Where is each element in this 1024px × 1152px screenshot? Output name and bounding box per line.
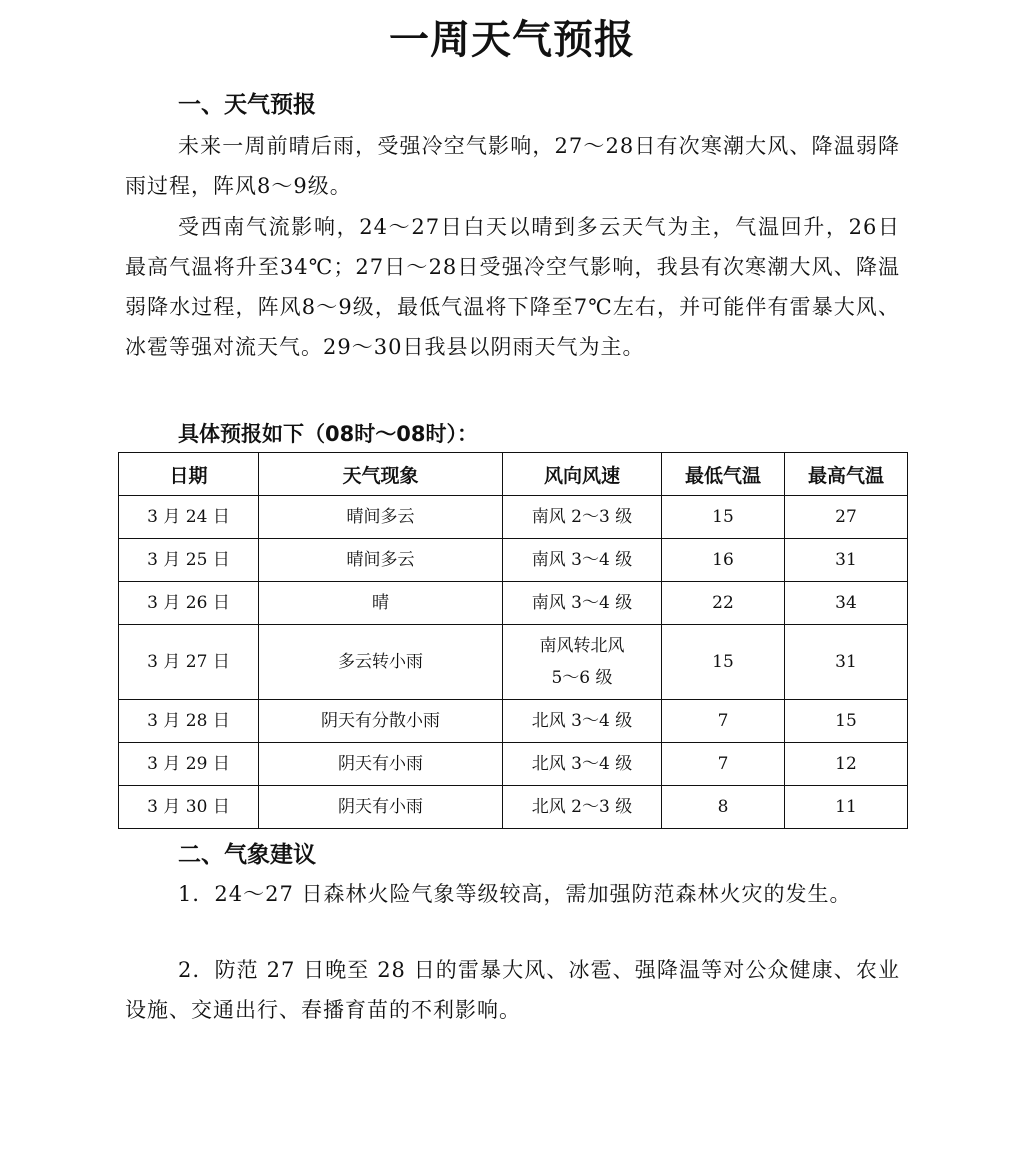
header-low-temp: 最低气温 [662,453,785,496]
cell-wind: 北风 3～4 级 [503,743,662,786]
cell-weather: 晴间多云 [259,496,503,539]
forecast-table [118,452,908,829]
header-date: 日期 [119,453,259,496]
cell-low-temp: 15 [662,625,785,700]
table-row [119,582,908,625]
cell-high-temp: 31 [785,539,908,582]
cell-wind: 南风 3～4 级 [503,582,662,625]
advice-item-1: 1．24～27 日森林火险气象等级较高，需加强防范森林火灾的发生。 [178,882,852,906]
advice-item-2: 2．防范 27 日晚至 28 日的雷暴大风、冰雹、强降温等对公众健康、农业设施、交通出行、春播育苗的不利影响。 [125,958,900,1022]
cell-weather: 阴天有小雨 [259,743,503,786]
forecast-detail-paragraph: 受西南气流影响，24～27日白天以晴到多云天气为主，气温回升，26日最高气温将升至34℃；27日～28日受强冷空气影响，我县有次寒潮大风、降温弱降水过程，阵风8～9级，最低气温将下降至7℃左右，并可能伴有雷暴大风、冰雹等强对流天气。29～30日我县以阴雨天气为主。 [125,215,900,359]
cell-high-temp: 15 [785,700,908,743]
cell-weather: 阴天有分散小雨 [259,700,503,743]
table-row [119,743,908,786]
cell-low-temp: 22 [662,582,785,625]
cell-wind: 北风 3～4 级 [503,700,662,743]
cell-wind: 南风 3～4 级 [503,539,662,582]
cell-high-temp: 12 [785,743,908,786]
table-row [119,496,908,539]
section-heading-forecast: 一、天气预报 [178,92,316,118]
cell-low-temp: 16 [662,539,785,582]
cell-wind: 北风 2～3 级 [503,786,662,829]
cell-wind: 南风 2～3 级 [503,496,662,539]
cell-high-temp: 34 [785,582,908,625]
table-row [119,786,908,829]
forecast-summary-paragraph: 未来一周前晴后雨，受强冷空气影响，27～28日有次寒潮大风、降温弱降雨过程，阵风8～9级。 [125,134,900,198]
cell-high-temp: 27 [785,496,908,539]
cell-weather: 晴间多云 [259,539,503,582]
cell-date: 3 月 26 日 [119,582,259,625]
cell-date: 3 月 29 日 [119,743,259,786]
header-high-temp: 最高气温 [785,453,908,496]
cell-wind [503,625,662,700]
cell-weather: 阴天有小雨 [259,786,503,829]
header-wind: 风向风速 [503,453,662,496]
table-row [119,625,908,700]
cell-wind-line1: 南风转北风 [539,636,625,656]
cell-low-temp: 7 [662,743,785,786]
page-title: 一周天气预报 [389,17,635,63]
cell-wind-line2: 5～6 级 [551,668,613,688]
cell-date: 3 月 30 日 [119,786,259,829]
cell-date: 3 月 28 日 [119,700,259,743]
cell-date: 3 月 25 日 [119,539,259,582]
cell-weather: 晴 [259,582,503,625]
table-caption: 具体预报如下（08时～08时）： [178,422,478,446]
cell-low-temp: 15 [662,496,785,539]
section-heading-advice: 二、气象建议 [178,842,316,868]
cell-date: 3 月 27 日 [119,625,259,700]
cell-high-temp: 31 [785,625,908,700]
cell-weather: 多云转小雨 [259,625,503,700]
table-row [119,700,908,743]
table-row [119,539,908,582]
cell-low-temp: 8 [662,786,785,829]
cell-date: 3 月 24 日 [119,496,259,539]
cell-low-temp: 7 [662,700,785,743]
table-header-row [119,453,908,496]
header-weather: 天气现象 [259,453,503,496]
cell-high-temp: 11 [785,786,908,829]
